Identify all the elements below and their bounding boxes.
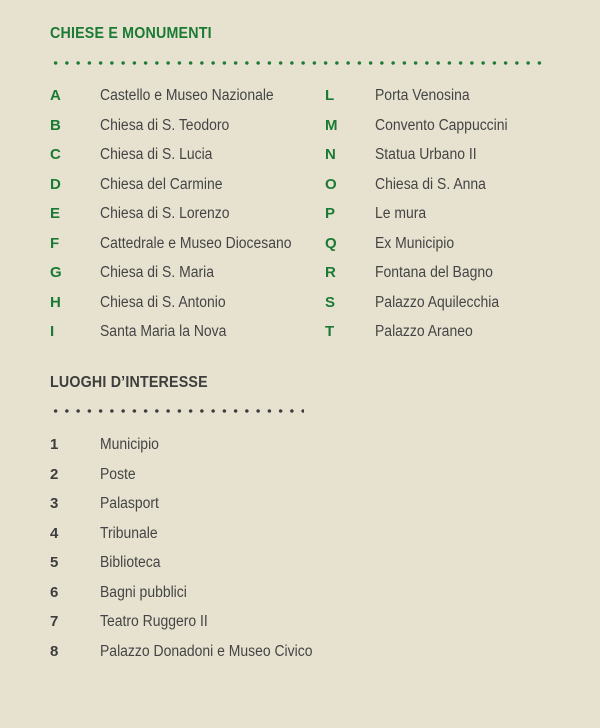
legend-key: L: [325, 87, 335, 104]
legend-key: H: [50, 293, 61, 311]
legend-label: Santa Maria la Nova: [100, 323, 227, 340]
legend-label: Chiesa del Carmine: [100, 175, 223, 193]
legend-key: 5: [50, 554, 59, 571]
legend-key: A: [50, 87, 61, 104]
legend-label: Palazzo Aquilecchia: [375, 293, 500, 311]
legend-key: 2: [50, 466, 59, 483]
legend-label: Chiesa di S. Maria: [100, 264, 214, 281]
legend-label: Chiesa di S. Lorenzo: [100, 205, 230, 222]
legend-key: E: [50, 205, 61, 222]
legend-key: T: [325, 323, 335, 340]
legend-label: Cattedrale e Museo Diocesano: [100, 234, 292, 252]
legend-key: F: [50, 234, 60, 252]
legend-key: 4: [50, 525, 59, 542]
legend-key: G: [50, 264, 62, 281]
dotted-divider-monuments: [50, 61, 542, 65]
legend-label: Chiesa di S. Anna: [375, 175, 486, 193]
legend-label: Biblioteca: [100, 554, 161, 571]
legend-key: 7: [50, 613, 59, 630]
legend-key: 1: [50, 436, 59, 453]
legend-label: Statua Urbano II: [375, 146, 477, 163]
section-title-monuments: CHIESE E MONUMENTI: [50, 25, 212, 42]
legend-label: Palazzo Donadoni e Museo Civico: [100, 643, 313, 660]
legend-label: Chiesa di S. Antonio: [100, 293, 226, 311]
legend-key: C: [50, 146, 61, 163]
legend-label: Municipio: [100, 436, 159, 453]
legend-key: 8: [50, 643, 59, 660]
legend-key: 6: [50, 584, 59, 601]
legend-label: Tribunale: [100, 525, 158, 542]
legend-key: O: [325, 175, 337, 193]
legend-label: Le mura: [375, 205, 427, 222]
dotted-divider-places: [50, 409, 304, 413]
legend-key: D: [50, 175, 61, 193]
legend-key: 3: [50, 495, 59, 512]
legend-label: Convento Cappuccini: [375, 116, 508, 134]
legend-key: B: [50, 116, 61, 134]
legend-label: Chiesa di S. Lucia: [100, 146, 213, 163]
legend-label: Palazzo Araneo: [375, 323, 473, 340]
legend-key: R: [325, 264, 336, 281]
legend-label: Castello e Museo Nazionale: [100, 87, 274, 104]
legend-key: S: [325, 293, 336, 311]
legend-key: Q: [325, 234, 337, 252]
legend-key: M: [325, 116, 338, 134]
legend-label: Chiesa di S. Teodoro: [100, 116, 230, 134]
section-title-places: LUOGHI D’INTERESSE: [50, 374, 208, 391]
legend-label: Ex Municipio: [375, 234, 455, 252]
legend-key: P: [325, 205, 336, 222]
legend-label: Teatro Ruggero II: [100, 613, 208, 630]
legend-key: N: [325, 146, 336, 163]
legend-label: Poste: [100, 466, 136, 483]
legend-label: Palasport: [100, 495, 159, 512]
legend-label: Porta Venosina: [375, 87, 470, 104]
legend-key: I: [50, 323, 55, 340]
legend-label: Bagni pubblici: [100, 584, 187, 601]
legend-label: Fontana del Bagno: [375, 264, 493, 281]
